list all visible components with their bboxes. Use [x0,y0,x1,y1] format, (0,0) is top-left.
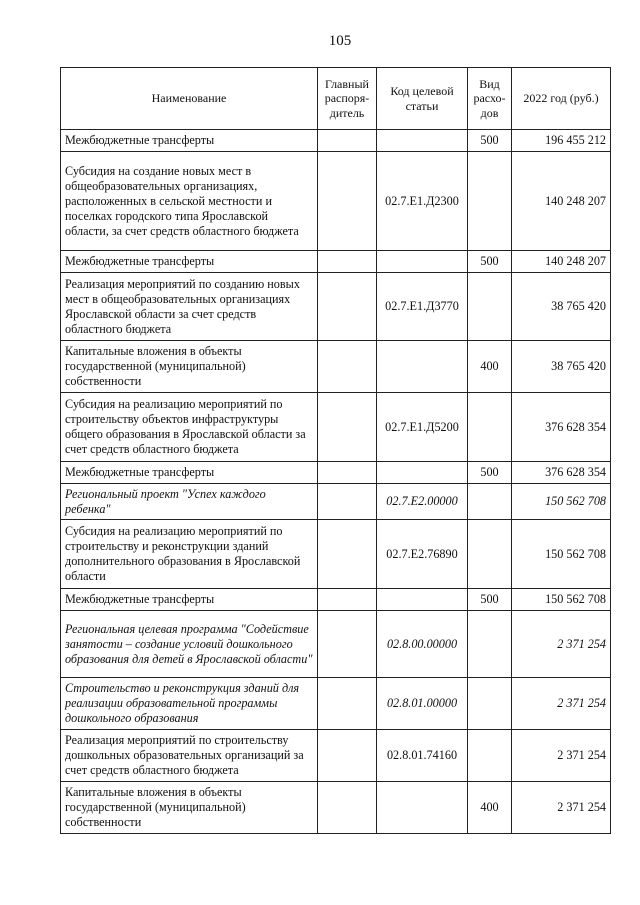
cell-ga [318,520,377,589]
cell-code: 02.8.01.00000 [377,678,468,730]
table-row [61,520,611,589]
cell-name: Капитальные вложения в объекты государственной (муниципальной) собственности [61,782,318,834]
cell-vid: 500 [468,589,512,611]
table-row [61,251,611,273]
header-vid: Вид расхо- дов [468,68,512,130]
header-sum: 2022 год (руб.) [512,68,611,130]
budget-table [60,67,611,834]
cell-code: 02.8.01.74160 [377,730,468,782]
cell-vid: 500 [468,462,512,484]
table-row [61,611,611,678]
cell-vid [468,152,512,251]
cell-ga [318,462,377,484]
cell-ga [318,730,377,782]
cell-sum: 38 765 420 [512,341,611,393]
cell-ga [318,782,377,834]
cell-code [377,462,468,484]
cell-code [377,341,468,393]
cell-code [377,589,468,611]
header-row [61,68,611,130]
cell-code: 02.7.E1.Д3770 [377,273,468,341]
cell-code: 02.7.E1.Д5200 [377,393,468,462]
cell-vid: 500 [468,130,512,152]
cell-name: Субсидия на реализацию мероприятий по строительству и реконструкции зданий дополнительного образования в Ярославской области [61,520,318,589]
table-row [61,730,611,782]
cell-name: Капитальные вложения в объекты государственной (муниципальной) собственности [61,341,318,393]
cell-name: Межбюджетные трансферты [61,589,318,611]
cell-sum: 38 765 420 [512,273,611,341]
cell-ga [318,341,377,393]
cell-code: 02.7.E1.Д2300 [377,152,468,251]
cell-ga [318,152,377,251]
cell-name: Межбюджетные трансферты [61,251,318,273]
table-row [61,462,611,484]
table-row [61,484,611,520]
table-body [61,130,611,834]
cell-ga [318,130,377,152]
cell-name: Региональный проект "Успех каждого ребенка" [61,484,318,520]
cell-vid [468,730,512,782]
cell-ga [318,393,377,462]
cell-sum: 140 248 207 [512,251,611,273]
cell-vid [468,273,512,341]
table-row [61,589,611,611]
cell-sum: 150 562 708 [512,484,611,520]
cell-code [377,251,468,273]
table-row [61,393,611,462]
header-ga: Главный распоря- дитель [318,68,377,130]
table-row [61,273,611,341]
cell-ga [318,484,377,520]
cell-code: 02.7.E2.76890 [377,520,468,589]
cell-name: Межбюджетные трансферты [61,130,318,152]
cell-vid [468,678,512,730]
cell-sum: 2 371 254 [512,678,611,730]
cell-ga [318,251,377,273]
cell-sum: 150 562 708 [512,589,611,611]
cell-vid: 500 [468,251,512,273]
cell-sum: 150 562 708 [512,520,611,589]
cell-sum: 196 455 212 [512,130,611,152]
header-name: Наименование [61,68,318,130]
cell-vid: 400 [468,782,512,834]
cell-name: Субсидия на реализацию мероприятий по строительству объектов инфраструктуры общего образования в Ярославской области за счет средств областного бюджета [61,393,318,462]
cell-vid [468,484,512,520]
cell-sum: 140 248 207 [512,152,611,251]
cell-vid [468,393,512,462]
header-code: Код целевой статьи [377,68,468,130]
cell-name: Субсидия на создание новых мест в общеобразовательных организациях, расположенных в сельской местности и поселках городского типа Ярославской области, за счет средств областного бюджета [61,152,318,251]
table-row [61,152,611,251]
cell-vid [468,611,512,678]
cell-code [377,782,468,834]
cell-ga [318,678,377,730]
cell-sum: 2 371 254 [512,730,611,782]
cell-name: Строительство и реконструкция зданий для реализации образовательной программы дошкольного образования [61,678,318,730]
cell-name: Региональная целевая программа "Содействие занятости – создание условий дошкольного образования для детей в Ярославской области" [61,611,318,678]
cell-vid [468,520,512,589]
cell-name: Реализация мероприятий по строительству дошкольных образовательных организаций за счет средств областного бюджета [61,730,318,782]
table-row [61,782,611,834]
cell-ga [318,589,377,611]
cell-ga [318,611,377,678]
cell-ga [318,273,377,341]
cell-name: Реализация мероприятий по созданию новых мест в общеобразовательных организациях Ярославской области за счет средств областного бюджета [61,273,318,341]
table-row [61,130,611,152]
cell-sum: 2 371 254 [512,611,611,678]
page-number: 105 [328,33,352,49]
cell-name: Межбюджетные трансферты [61,462,318,484]
cell-vid: 400 [468,341,512,393]
cell-code [377,130,468,152]
cell-sum: 2 371 254 [512,782,611,834]
cell-sum: 376 628 354 [512,393,611,462]
cell-code: 02.7.E2.00000 [377,484,468,520]
cell-sum: 376 628 354 [512,462,611,484]
table-row [61,341,611,393]
table-row [61,678,611,730]
cell-code: 02.8.00.00000 [377,611,468,678]
